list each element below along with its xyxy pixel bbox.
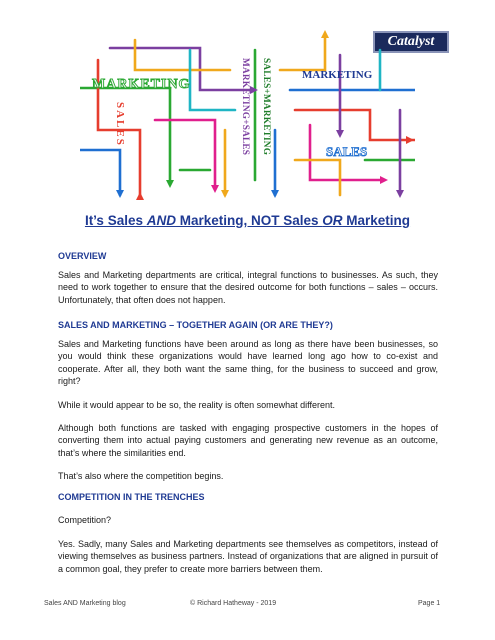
- competition-paragraph-1: Competition?: [58, 515, 112, 525]
- graphic-sales-right: SALES: [326, 144, 368, 159]
- together-paragraph-2: While it would appear to be so, the reality is often somewhat different.: [58, 400, 335, 410]
- title-text-2: Marketing, NOT Sales: [175, 213, 323, 228]
- graphic-marketing-left: MARKETING: [92, 77, 191, 92]
- title-text-and: AND: [146, 213, 176, 228]
- overview-heading: OVERVIEW: [58, 251, 107, 261]
- graphic-vertical-marketing-sales: MARKETING+SALES: [240, 58, 250, 156]
- document-title: [0, 213, 495, 228]
- footer-center: © Richard Hatheway - 2019: [190, 600, 277, 607]
- overview-paragraph: Sales and Marketing departments are critical, integral functions to businesses. As such, they need to work together to ensure that the desired outcome for both functions – sales – occurs. Unfortunately, that often does not happen.: [58, 270, 438, 305]
- title-text-1: It’s Sales: [84, 213, 147, 228]
- footer-page-number: Page 1: [418, 600, 441, 607]
- graphic-sales-vertical: SALES: [114, 102, 126, 147]
- competition-heading: COMPETITION IN THE TRENCHES: [58, 492, 205, 502]
- competition-paragraph-2: Yes. Sadly, many Sales and Marketing departments see themselves as competitors, instead of viewing themselves as business partners. Instead of organizations that are aligned in pursuit of a common goal, they prefer to create more barriers between them.: [58, 539, 438, 574]
- title-text-3: Marketing: [342, 213, 411, 228]
- together-paragraph-1: Sales and Marketing functions have been around as long as there have been businesses, so you would think these organizations would have learned long ago how to co-exist and cooperate. After all, they both want the same thing, for the business to succeed and grow, right?: [58, 339, 438, 386]
- title-text-or: OR: [322, 213, 343, 228]
- graphic-vertical-sales-marketing: SALES+MARKETING: [261, 58, 271, 156]
- sales-marketing-arrows-graphic: [80, 30, 415, 200]
- graphic-marketing-right: MARKETING: [302, 69, 373, 81]
- footer-left: Sales AND Marketing blog: [44, 600, 126, 607]
- together-heading: SALES AND MARKETING – TOGETHER AGAIN (OR ARE THEY?): [58, 320, 333, 330]
- together-paragraph-4: That’s also where the competition begins.: [58, 471, 224, 481]
- together-paragraph-3: Although both functions are tasked with engaging prospective customers in the hopes of converting them into actual paying customers and generating new revenue as an outcome, that’s where the similarities end.: [58, 423, 438, 458]
- catalyst-logo: Catalyst: [373, 31, 449, 53]
